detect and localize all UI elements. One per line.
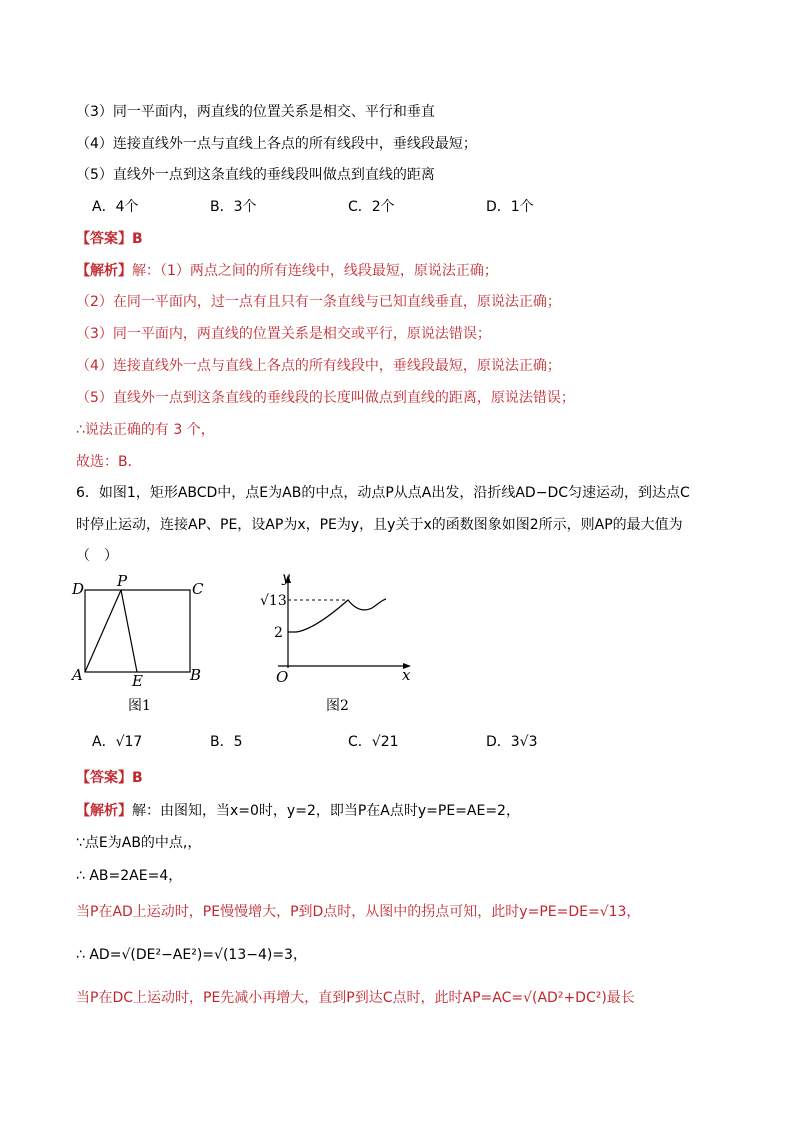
label-b: B	[190, 666, 202, 684]
q5-choice-b: B．3个	[210, 199, 257, 215]
q5-statement-3: （3）同一平面内，两直线的位置关系是相交、平行和垂直	[76, 104, 435, 120]
q6-choice-b: B．5	[210, 734, 243, 750]
origin-label: O	[276, 668, 289, 686]
q6-analysis-line-4: 当P在AD上运动时，PE慢慢增大，P到D点时，从图中的拐点可知，此时y=PE=DE=√13，	[76, 904, 641, 920]
q5-analysis-label: 【解析】	[76, 263, 132, 279]
q5-choice-a: A．4个	[92, 199, 139, 215]
q5-analysis-line-3: （3）同一平面内，两直线的位置关系是相交或平行，原说法错误；	[76, 326, 491, 342]
q5-statement-5: （5）直线外一点到这条直线的垂线段叫做点到直线的距离	[76, 167, 435, 183]
figure-2-graph	[256, 570, 416, 690]
figure-2-caption: 图2	[326, 698, 349, 714]
q6-analysis-line-1	[76, 802, 520, 820]
q6-analysis-label: 【解析】	[76, 803, 132, 819]
q5-analysis-line-4: （4）连接直线外一点与直线上各点的所有线段中，垂线段最短，原说法正确；	[76, 358, 561, 374]
figure-1-rectangle	[66, 574, 216, 689]
q6-choice-d: D．3√3	[486, 734, 538, 750]
label-c: C	[192, 580, 204, 598]
q5-analysis-line-6: ∴说法正确的有 3 个，	[76, 422, 215, 438]
q5-choice-c: C．2个	[348, 199, 395, 215]
q6-analysis-line-3: ∴ AB=2AE=4，	[76, 868, 183, 884]
label-d: D	[72, 580, 85, 598]
q6-answer: 【答案】B	[76, 770, 143, 786]
q5-analysis-line-5: （5）直线外一点到这条直线的垂线段的长度叫做点到直线的距离，原说法错误；	[76, 390, 575, 406]
y-tick-2: 2	[274, 625, 283, 641]
x-axis-label: x	[402, 666, 411, 684]
q5-statement-4: （4）连接直线外一点与直线上各点的所有线段中，垂线段最短；	[76, 136, 477, 152]
q5-answer: 【答案】B	[76, 231, 143, 247]
q6-analysis-line-2: ∵点E为AB的中点,，	[76, 835, 202, 851]
q5-analysis-text-1: 解：（1）两点之间的所有连线中，线段最短，原说法正确；	[132, 263, 498, 279]
label-a: A	[72, 666, 83, 684]
figure-1-caption: 图1	[128, 698, 151, 714]
y-axis-label: y	[282, 570, 290, 586]
q6-choice-a: A．√17	[92, 734, 143, 750]
function-curve	[288, 599, 386, 632]
label-e: E	[132, 672, 143, 689]
rectangle-abcd	[85, 590, 190, 672]
q5-choice-d: D．1个	[486, 199, 534, 215]
q6-analysis-line-6: 当P在DC上运动时，PE先减小再增大，直到P到达C点时，此时AP=AC=√(AD²+DC²)最长	[76, 990, 635, 1006]
segment-pe	[121, 590, 137, 672]
y-tick-sqrt13: √13	[260, 593, 287, 609]
label-p: P	[117, 574, 128, 590]
q6-analysis-text-1: 解：由图知，当x=0时，y=2，即当P在A点时y=PE=AE=2，	[132, 803, 520, 819]
segment-ap	[85, 590, 121, 672]
q6-stem-line-1: 6．如图1，矩形ABCD中，点E为AB的中点，动点P从点A出发，沿折线AD−DC匀速运动，到达点C	[76, 485, 690, 501]
q5-analysis-line-7: 故选：B．	[76, 454, 142, 470]
q5-analysis-line-2: （2）在同一平面内，过一点有且只有一条直线与已知直线垂直，原说法正确；	[76, 294, 561, 310]
q6-analysis-line-5: ∴ AD=√(DE²−AE²)=√(13−4)=3，	[76, 947, 307, 963]
q6-choice-c: C．√21	[348, 734, 399, 750]
q5-analysis-line-1	[76, 262, 498, 280]
q6-stem-line-2: 时停止运动，连接AP、PE，设AP为x，PE为y，且y关于x的函数图象如图2所示，则AP的最大值为	[76, 517, 683, 533]
q6-stem-line-3: （ ）	[76, 548, 118, 564]
